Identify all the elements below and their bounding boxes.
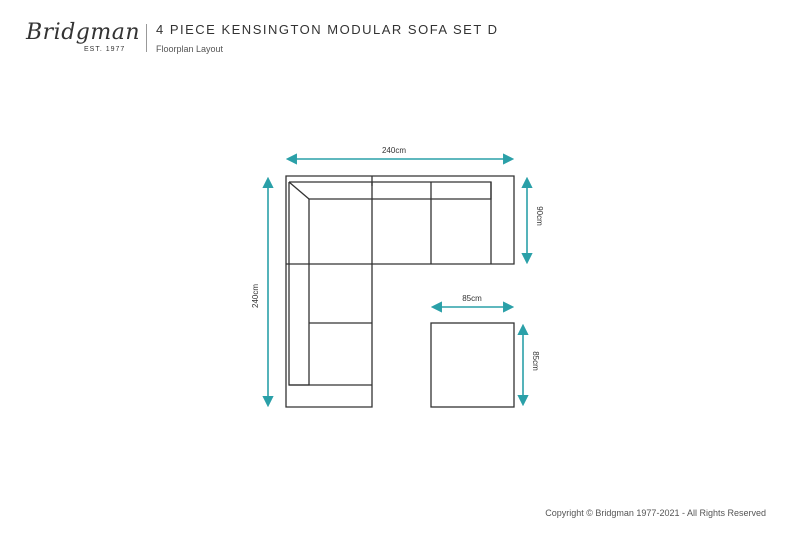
- sofa-depth-label: 90cm: [535, 206, 544, 226]
- corner-diagonal: [289, 182, 309, 199]
- logo-wordmark: Bridgman: [26, 20, 141, 45]
- page-title: 4 PIECE KENSINGTON MODULAR SOFA SET D: [156, 22, 499, 37]
- page-subtitle: Floorplan Layout: [156, 44, 224, 54]
- sofa-left-back: [289, 182, 309, 385]
- sofa-height-label: 240cm: [251, 283, 260, 309]
- footstool: [431, 323, 514, 407]
- sofa-outer-outline: [286, 176, 514, 407]
- copyright-notice: Copyright © Bridgman 1977-2021 - All Rights Reserved: [545, 508, 766, 518]
- corner-sofa: [286, 176, 514, 407]
- sofa-width-label: 240cm: [381, 146, 407, 155]
- footstool-width-label: 85cm: [462, 294, 482, 303]
- logo-established: EST. 1977: [84, 46, 126, 53]
- sofa-top-back: [289, 182, 491, 199]
- footstool-depth-label: 85cm: [531, 351, 540, 371]
- dimension-lines: [268, 159, 527, 405]
